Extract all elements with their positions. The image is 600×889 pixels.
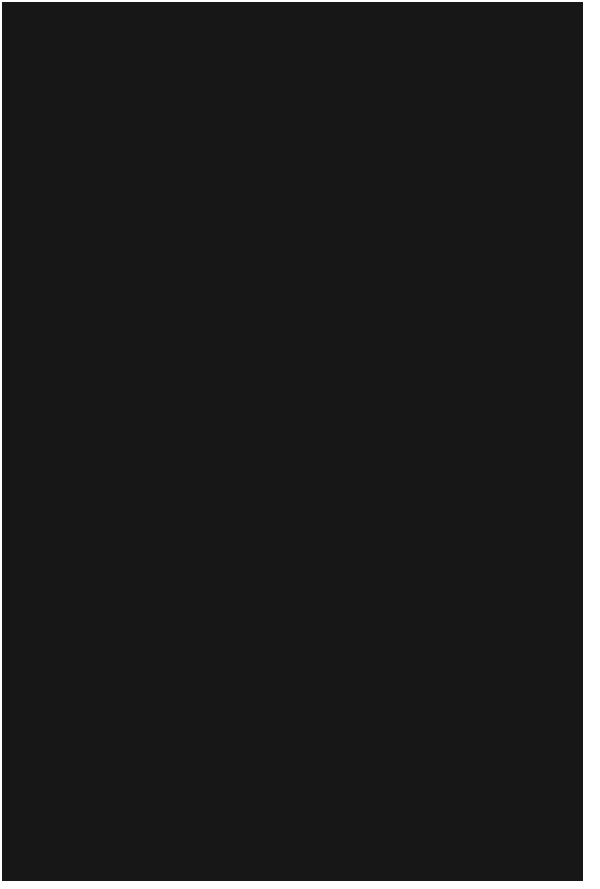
blank-screen: [2, 2, 583, 881]
